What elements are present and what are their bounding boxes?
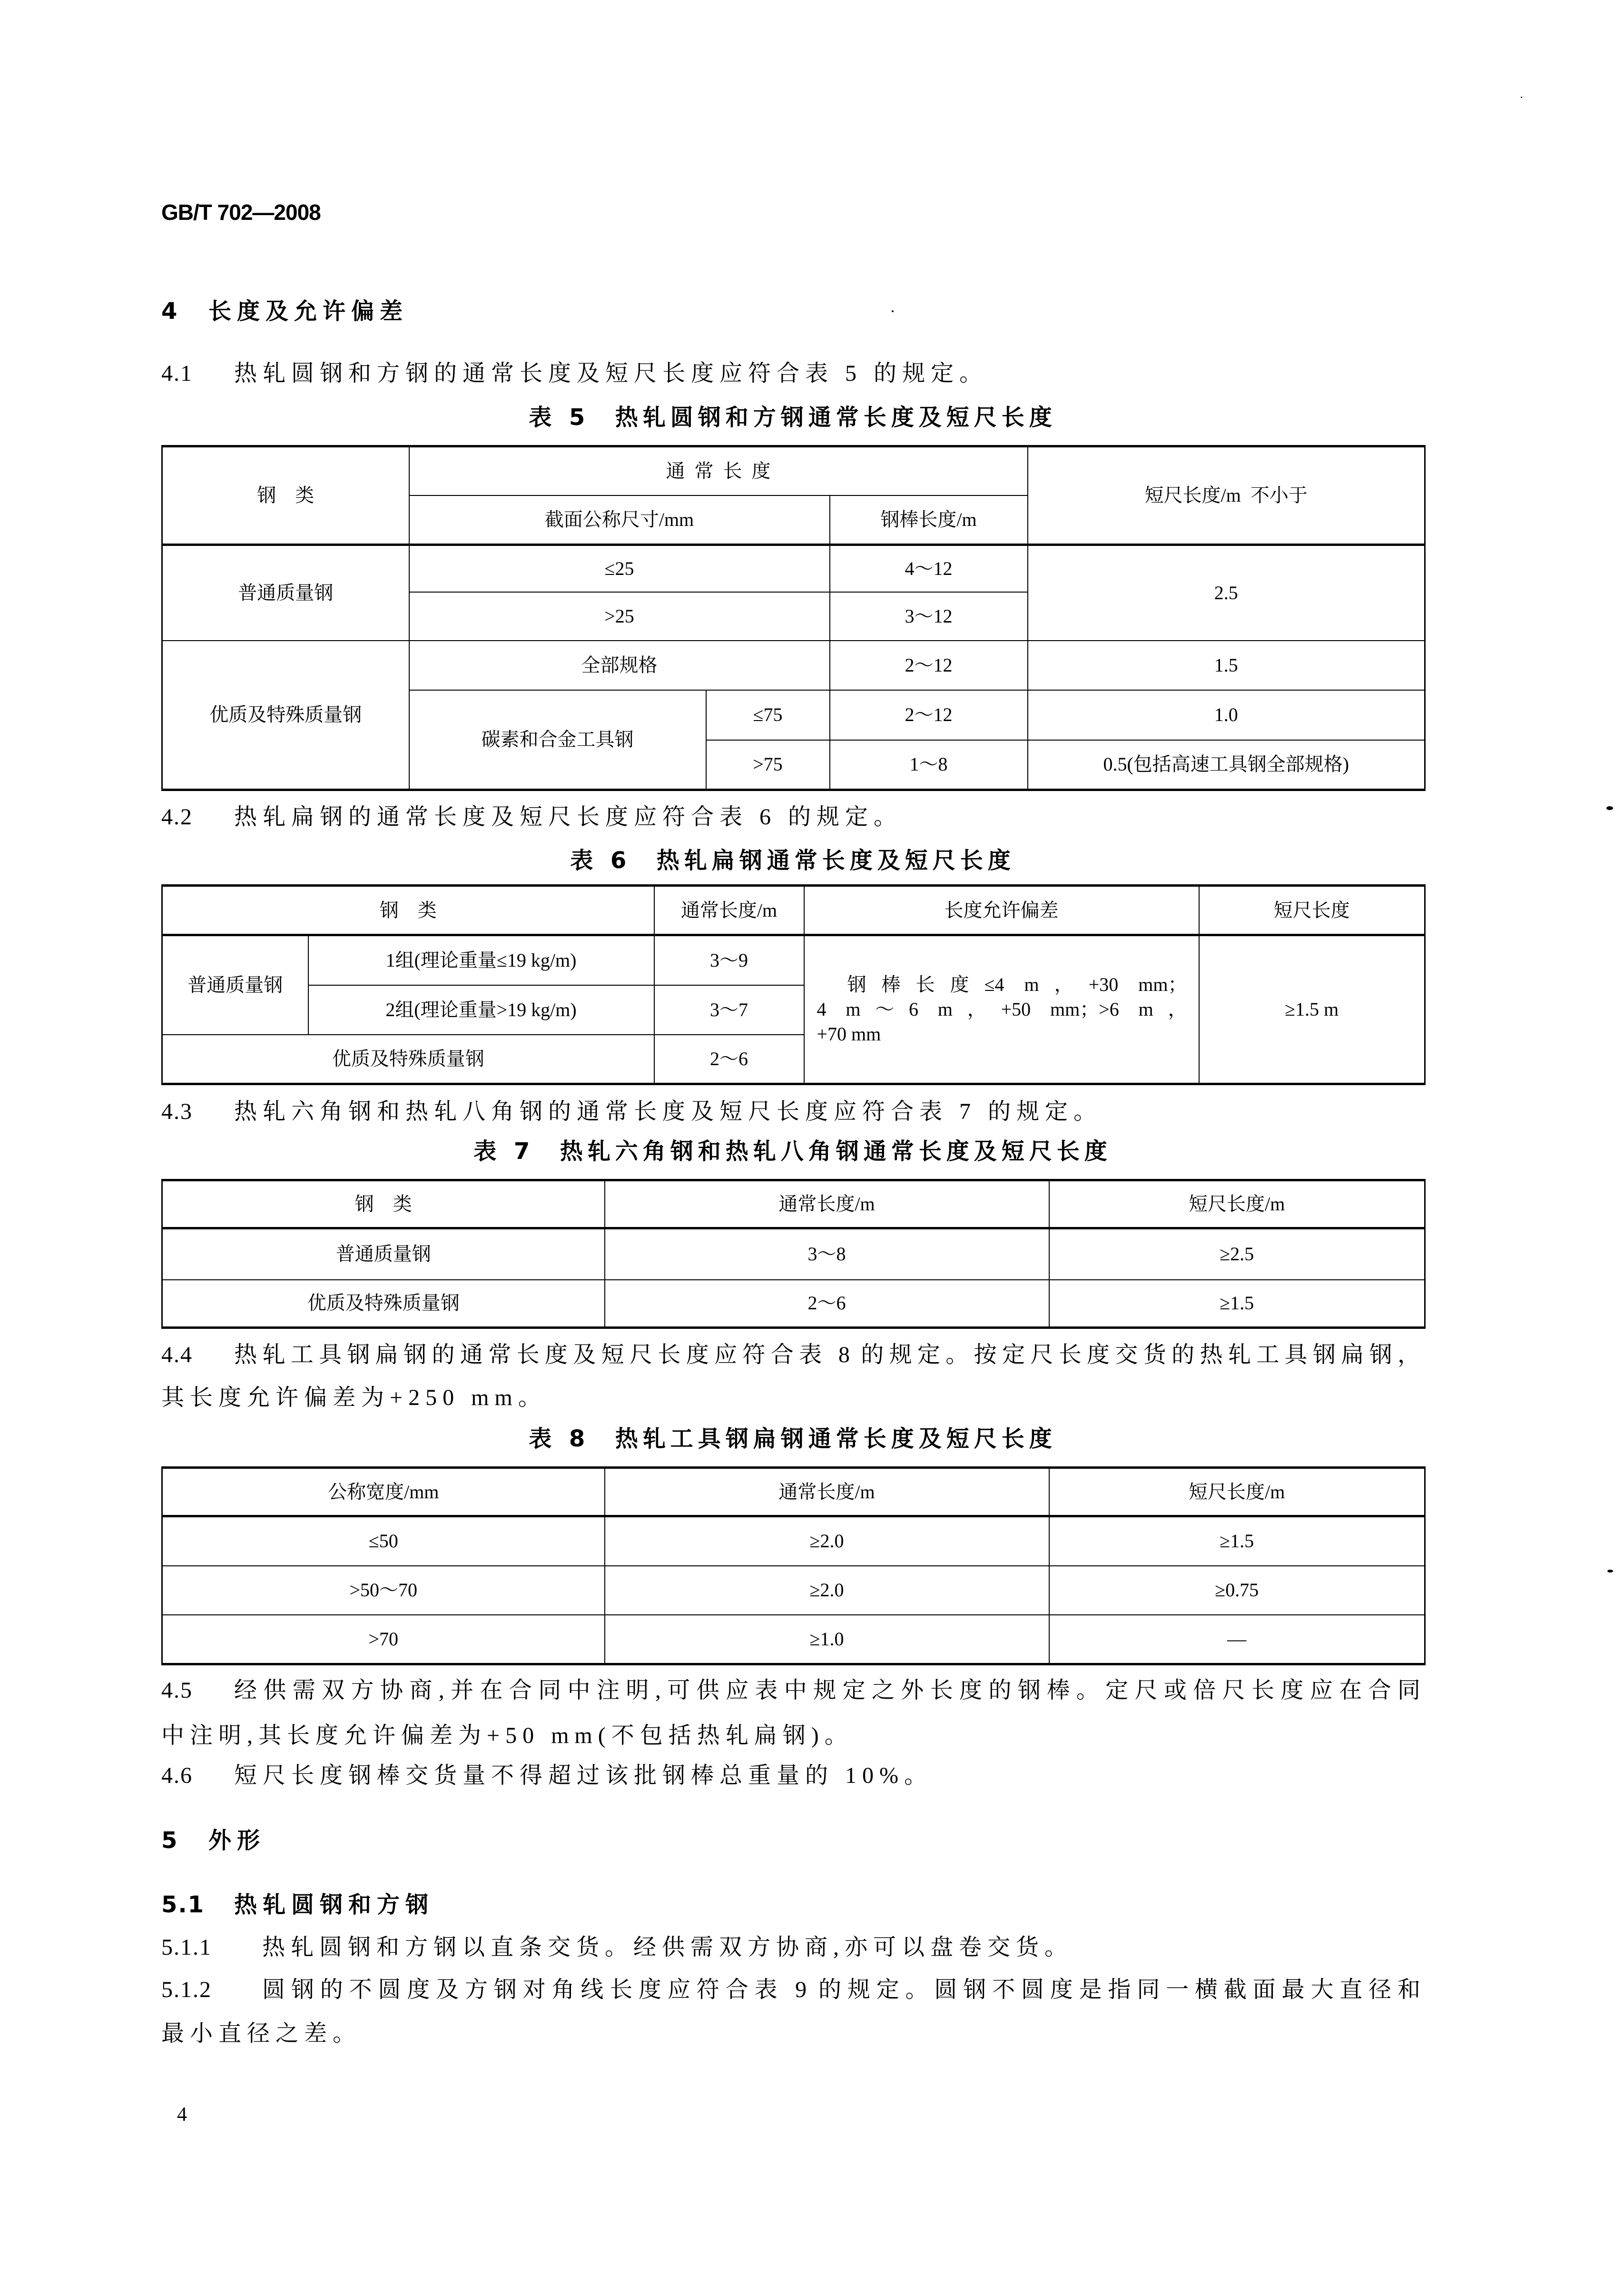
cell-short-length: 1.0 [1028,690,1425,740]
section-number: 4 [161,298,178,325]
cell-bar-length: 1～8 [830,740,1028,790]
cell-usual-length: ≥1.0 [605,1615,1049,1664]
header-cell-section-size: 截面公称尺寸/mm [409,495,830,545]
cell-short-length: ≥1.5 [1049,1280,1425,1328]
cell-short-length: ≥1.5 m [1199,935,1425,1084]
table-row [162,1228,1425,1280]
header-cell-nominal-width: 公称宽度/mm [162,1468,605,1516]
scan-speck [1521,97,1522,98]
cell-bar-length: 4～12 [830,545,1028,592]
cell-section-size: >25 [409,592,830,641]
header-cell-bar-length: 钢棒长度/m [830,495,1028,545]
table-row [162,1516,1425,1566]
section-5-1-heading [161,1889,434,1920]
clause-text: 热轧圆钢和方钢的通常长度及短尺长度应符合表 5 的规定。 [234,361,988,386]
clause-4-6 [161,1761,933,1791]
clause-text-line: 中注明,其长度允许偏差为+50 mm(不包括热轧扁钢)。 [161,1723,853,1748]
section-title: 热轧圆钢和方钢 [234,1891,434,1918]
header-cell-short-length: 短尺长度/m [1049,1468,1425,1516]
header-cell-steel-class: 钢 类 [162,446,409,545]
clause-4-3 [161,1097,1102,1127]
cell-section-size: ≤25 [409,545,830,592]
clause-5-1-2-continued [161,2018,361,2049]
cell-steel-class: 优质及特殊质量钢 [162,641,409,790]
cell-tool-steel: 碳素和合金工具钢 [409,690,706,790]
deviation-line: +70 mm [817,1023,881,1045]
table-8 [161,1466,1426,1665]
scan-speck [1606,806,1613,810]
clause-text: 短尺长度钢棒交货量不得超过该批钢棒总重量的 10%。 [234,1763,933,1788]
table-5 [161,445,1426,791]
section-number: 5 [161,1827,178,1854]
header-cell-short-length: 短尺长度/m [1049,1180,1425,1228]
cell-nominal-width: >70 [162,1615,605,1664]
table-header-row [162,1468,1425,1516]
table-6-caption: 表 6 热轧扁钢通常长度及短尺长度 [570,847,1015,874]
clause-text-line: 热轧工具钢扁钢的通常长度及短尺长度应符合表 8 的规定。按定尺长度交货的热轧工具钢扁钢， [234,1342,1420,1367]
cell-usual-length: 3～8 [605,1228,1049,1280]
table-7-caption: 表 7 热轧六角钢和热轧八角钢通常长度及短尺长度 [473,1138,1112,1165]
table-6 [161,884,1426,1085]
cell-steel-class: 优质及特殊质量钢 [162,1035,654,1084]
header-cell-usual-length: 通常长度/m [654,886,804,935]
cell-usual-length: 3～9 [654,935,804,985]
cell-steel-class: 普通质量钢 [162,935,308,1035]
clause-4-4-continued [161,1383,547,1413]
cell-group: 2组(理论重量>19 kg/m) [308,985,654,1035]
section-title: 长度及允许偏差 [208,298,409,325]
clause-4-1 [161,358,988,389]
table-row [162,935,1425,985]
cell-short-length: — [1049,1615,1425,1664]
table-row [162,1566,1425,1615]
clause-4-2 [161,802,902,832]
section-number: 5.1 [161,1891,205,1918]
cell-short-length: 0.5(包括高速工具钢全部规格) [1028,740,1425,790]
table-header-row [162,1180,1425,1228]
cell-bar-length: 3～12 [830,592,1028,641]
cell-short-length: ≥0.75 [1049,1566,1425,1615]
clause-text-line: 经供需双方协商,并在合同中注明,可供应表中规定之外长度的钢棒。定尺或倍尺长度应在合同 [234,1678,1420,1703]
clause-text-line: 圆钢的不圆度及方钢对角线长度应符合表 9 的规定。圆钢不圆度是指同一横截面最大直径和 [262,1977,1420,2002]
cell-usual-length: 2～6 [605,1280,1049,1328]
table-row [162,1615,1425,1664]
table-row [162,1280,1425,1328]
table-header-row [162,886,1425,935]
section-5-heading [161,1825,266,1856]
cell-nominal-width: >50～70 [162,1566,605,1615]
table-7 [161,1179,1426,1329]
cell-short-length: ≥1.5 [1049,1516,1425,1566]
cell-usual-length: ≥2.0 [605,1516,1049,1566]
header-cell-usual-length: 通 常 长 度 [409,446,1028,495]
cell-bar-length: 2～12 [830,641,1028,690]
cell-steel-class: 普通质量钢 [162,545,409,641]
header-cell-short-length: 短尺长度 [1199,886,1425,935]
clause-number: 5.1.2 [161,1977,212,2002]
clause-text: 热轧圆钢和方钢以直条交货。经供需双方协商,亦可以盘卷交货。 [262,1935,1073,1960]
cell-section-size: >75 [706,740,830,790]
cell-usual-length: 3～7 [654,985,804,1035]
clause-number: 5.1.1 [161,1935,212,1960]
document-code-header: GB/T 702—2008 [161,200,321,225]
clause-text-line: 其长度允许偏差为+250 mm。 [161,1385,547,1410]
cell-short-length: 2.5 [1028,545,1425,641]
clause-4-5 [161,1675,1420,1706]
header-cell-steel-class: 钢 类 [162,886,654,935]
header-cell-short-length: 短尺长度/m 不小于 [1028,446,1425,545]
cell-short-length: 1.5 [1028,641,1425,690]
cell-usual-length: 2～6 [654,1035,804,1084]
clause-text: 热轧六角钢和热轧八角钢的通常长度及短尺长度应符合表 7 的规定。 [234,1099,1102,1124]
header-cell-deviation: 长度允许偏差 [804,886,1199,935]
scan-speck [892,310,894,312]
cell-steel-class: 普通质量钢 [162,1228,605,1280]
cell-steel-class: 优质及特殊质量钢 [162,1280,605,1328]
header-cell-usual-length: 通常长度/m [605,1180,1049,1228]
deviation-line: 4 m～6 m，+50 mm；>6 m， [817,999,1187,1020]
cell-section-size: ≤75 [706,690,830,740]
clause-4-4 [161,1340,1420,1370]
clause-number: 4.6 [161,1763,193,1788]
clause-number: 4.3 [161,1099,193,1124]
clause-number: 4.4 [161,1342,193,1367]
deviation-line: 钢棒长度≤4 m，+30 mm； [847,974,1187,995]
page-number: 4 [177,2104,187,2126]
cell-length-deviation [804,935,1199,1084]
clause-number: 4.5 [161,1678,193,1703]
table-header-row [162,446,1425,495]
clause-5-1-2 [161,1975,1420,2005]
cell-nominal-width: ≤50 [162,1516,605,1566]
table-row [162,641,1425,690]
scan-speck [1607,1570,1613,1573]
clause-5-1-1 [161,1932,1073,1963]
cell-short-length: ≥2.5 [1049,1228,1425,1280]
table-row [162,545,1425,592]
cell-bar-length: 2～12 [830,690,1028,740]
clause-4-5-continued [161,1721,853,1751]
clause-text: 热轧扁钢的通常长度及短尺长度应符合表 6 的规定。 [234,804,903,830]
cell-usual-length: ≥2.0 [605,1566,1049,1615]
header-cell-steel-class: 钢 类 [162,1180,605,1228]
clause-text-line: 最小直径之差。 [161,2021,362,2046]
clause-number: 4.2 [161,804,193,830]
section-4-heading [161,296,408,326]
table-8-caption: 表 8 热轧工具钢扁钢通常长度及短尺长度 [529,1425,1057,1452]
section-title: 外形 [208,1827,266,1854]
cell-section-size: 全部规格 [409,641,830,690]
table-5-caption: 表 5 热轧圆钢和方钢通常长度及短尺长度 [529,404,1057,431]
cell-group: 1组(理论重量≤19 kg/m) [308,935,654,985]
clause-number: 4.1 [161,361,193,386]
header-cell-usual-length: 通常长度/m [605,1468,1049,1516]
